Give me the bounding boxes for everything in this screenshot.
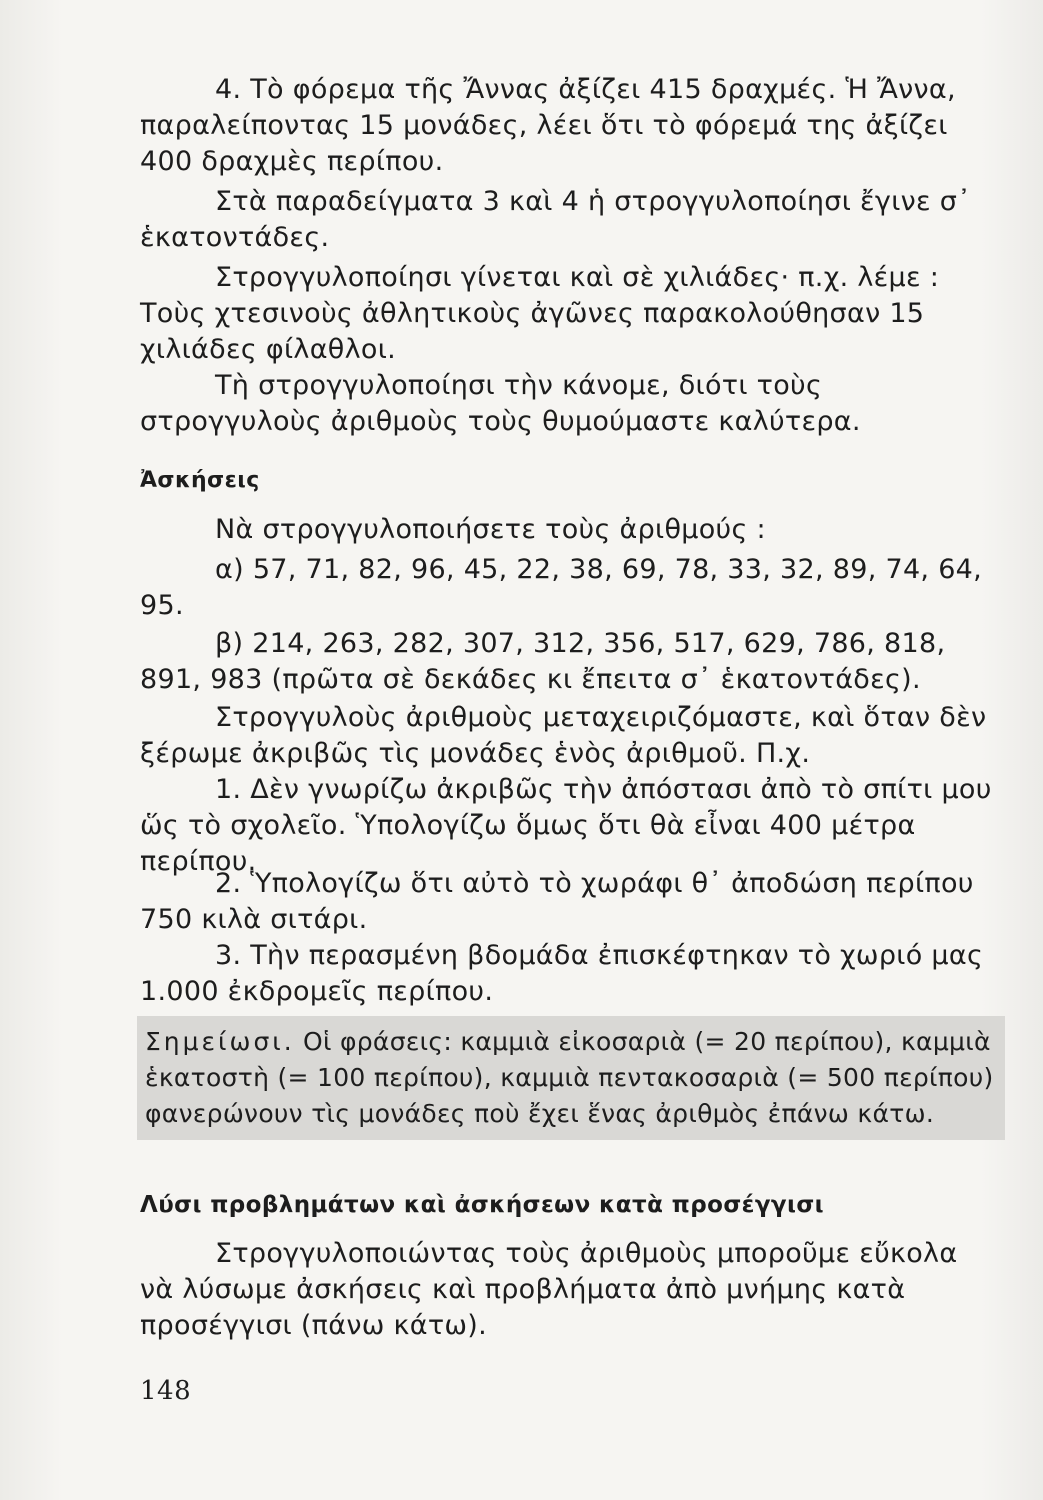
note-box <box>137 1016 1005 1140</box>
note-paragraph <box>145 1024 995 1132</box>
paragraph-example-4: 4. Τὸ φόρεμα τῆς Ἄννας ἀξίζει 415 δραχμές. Ἡ Ἄννα, παραλείποντας 15 μονάδες, λέει ὅτι τὸ φόρεμά της ἀξίζει 400 δραχμὲς περίπου. <box>140 74 956 177</box>
paragraph-rounding-hundreds: Στὰ παραδείγματα 3 καὶ 4 ἡ στρογγυλοποίησι ἔγινε σ᾽ ἑκατοντάδες. <box>140 186 972 253</box>
exercise-a: α) 57, 71, 82, 96, 45, 22, 38, 69, 78, 33, 32, 89, 74, 64, 95. <box>140 554 983 621</box>
section-paragraph: Στρογγυλοποιώντας τοὺς ἀριθμοὺς μποροῦμε εὔκολα νὰ λύσωμε ἀσκήσεις καὶ προβλήματα ἀπὸ μνήμης κατὰ προσέγγισι (πάνω κάτω). <box>140 1238 958 1341</box>
note-label: Σημείωσι. <box>145 1027 295 1056</box>
exercises-instruction: Νὰ στρογγυλοποιήσετε τοὺς ἀριθμούς : <box>215 514 766 545</box>
estimation-intro: Στρογγυλοὺς ἀριθμοὺς μεταχειριζόμαστε, καὶ ὅταν δὲν ξέρωμε ἀκριβῶς τὶς μονάδες ἑνὸς ἀριθμοῦ. Π.χ. <box>140 702 987 769</box>
note-text: Οἱ φράσεις: καμμιὰ εἰκοσαριὰ (= 20 περίπου), καμμιὰ ἑκατοστὴ (= 100 περίπου), καμμιὰ πεντακοσαριὰ (= 500 περίπου) φανερώνουν τὶς μονάδες ποὺ ἔχει ἕνας ἀριθμὸς ἐπάνω κάτω. <box>145 1027 994 1128</box>
paragraph-rounding-thousands: Στρογγυλοποίησι γίνεται καὶ σὲ χιλιάδες· π.χ. λέμε : Τοὺς χτεσινοὺς ἀθλητικοὺς ἀγῶνες παρακολούθησαν 15 χιλιάδες φίλαθλοι. <box>140 262 940 365</box>
page-number: 148 <box>140 1376 192 1406</box>
estimation-example-2: 2. Ὑπολογίζω ὅτι αὐτὸ τὸ χωράφι θ᾽ ἀποδώση περίπου 750 κιλὰ σιτάρι. <box>140 868 974 935</box>
exercise-b: β) 214, 263, 282, 307, 312, 356, 517, 629, 786, 818, 891, 983 (πρῶτα σὲ δεκάδες κι ἔπειτα σ᾽ ἑκατοντάδες). <box>140 628 946 695</box>
section-heading: Λύσι προβλημάτων καὶ ἀσκήσεων κατὰ προσέγγισι <box>140 1192 825 1218</box>
exercises-heading: Ἀσκήσεις <box>140 468 260 493</box>
paragraph-rounding-reason: Τὴ στρογγυλοποίησι τὴν κάνομε, διότι τοὺς στρογγυλοὺς ἀριθμοὺς τοὺς θυμούμαστε καλύτερα. <box>140 370 861 437</box>
estimation-example-3: 3. Τὴν περασμένη βδομάδα ἐπισκέφτηκαν τὸ χωριό μας 1.000 ἐκδρομεῖς περίπου. <box>140 940 984 1007</box>
estimation-example-1: 1. Δὲν γνωρίζω ἀκριβῶς τὴν ἀπόστασι ἀπὸ τὸ σπίτι μου ὥς τὸ σχολεῖο. Ὑπολογίζω ὅμως ὅτι θὰ εἶναι 400 μέτρα περίπου. <box>140 774 992 877</box>
